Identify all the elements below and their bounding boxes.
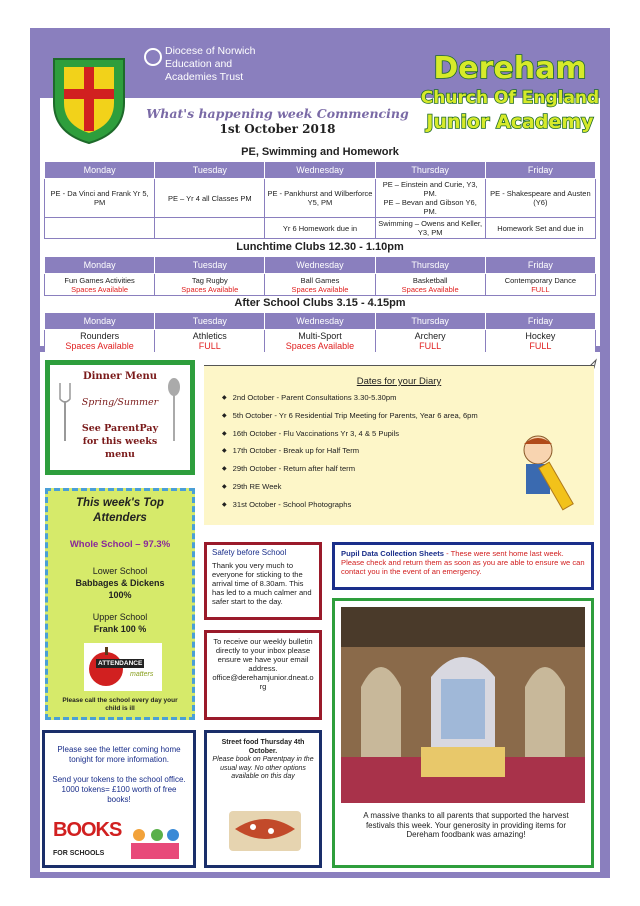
week-heading: What's happening week Commencing bbox=[146, 106, 409, 121]
lunch-day: Thursday bbox=[375, 257, 485, 274]
children-reading-icon bbox=[129, 827, 181, 861]
club-name: Fun Games Activities bbox=[64, 275, 135, 285]
lunch-cell bbox=[155, 274, 265, 296]
bulletin-box bbox=[204, 630, 322, 720]
attenders-title1: This week's Top bbox=[76, 497, 164, 509]
club-status: Spaces Available bbox=[181, 284, 239, 294]
dinner-title: Dinner Menu bbox=[82, 371, 158, 382]
club-status: FULL bbox=[198, 341, 221, 351]
dinner-line1: See ParentPay bbox=[81, 423, 159, 434]
school-crest-icon bbox=[50, 55, 128, 145]
pe-cell: Yr 6 Homework due in bbox=[265, 218, 375, 239]
school-name-logo bbox=[420, 48, 600, 138]
club-status: FULL bbox=[529, 341, 552, 351]
pe-day: Tuesday bbox=[155, 162, 265, 179]
books-logo-word: BOOKS bbox=[53, 819, 122, 841]
after-cell bbox=[45, 330, 155, 353]
school-name-line3: Junior Academy bbox=[426, 111, 594, 133]
safety-title: Safety before School bbox=[212, 548, 287, 557]
attenders-whole-school: Whole School – 97.3% bbox=[69, 539, 171, 550]
attendance-logo-word2: matters bbox=[130, 671, 154, 678]
club-name: Contemporary Dance bbox=[504, 275, 577, 285]
diocese-line3: Academies Trust bbox=[165, 71, 244, 83]
pe-cell: PE – Yr 4 all Classes PM bbox=[155, 179, 265, 218]
club-name: Hockey bbox=[525, 331, 556, 341]
pupil-text: - These were sent home last week. Please check and return them as soon as you are able to ensure we can contact you in the event of an emergency. bbox=[341, 549, 585, 576]
diocese-name bbox=[165, 45, 315, 93]
pe-cell: PE - Da Vinci and Frank Yr 5, PM bbox=[45, 179, 155, 218]
attenders-lower-names: Babbages & Dickens bbox=[75, 578, 165, 588]
diary-item: ◆ 29th RE Week bbox=[222, 479, 478, 497]
harvest-box bbox=[332, 598, 594, 868]
club-status: FULL bbox=[531, 284, 550, 294]
pe-day: Friday bbox=[485, 162, 595, 179]
after-cell bbox=[485, 330, 595, 353]
lunch-title: Lunchtime Clubs 12.30 - 1.10pm bbox=[236, 241, 404, 253]
pe-cell: PE - Pankhurst and Wilberforce Y5, PM bbox=[265, 179, 375, 218]
pe-day: Wednesday bbox=[265, 162, 375, 179]
club-name: Ball Games bbox=[300, 275, 340, 285]
club-name: Rounders bbox=[80, 331, 120, 341]
spoon-icon bbox=[166, 377, 182, 443]
dinner-season: Spring/Summer bbox=[81, 397, 159, 408]
pe-day: Thursday bbox=[375, 162, 485, 179]
pupil-data-box bbox=[332, 542, 594, 590]
diary-item: ◆ 29th October - Return after half term bbox=[222, 461, 478, 479]
pe-cell bbox=[155, 218, 265, 239]
attenders-lower-label: Lower School bbox=[92, 566, 148, 576]
pe-cell: PE - Shakespeare and Austen (Y6) bbox=[485, 179, 595, 218]
child-with-pencil-icon bbox=[510, 432, 580, 514]
after-day: Tuesday bbox=[155, 313, 265, 330]
pe-cell: Homework Set and due in bbox=[485, 218, 595, 239]
after-day: Friday bbox=[485, 313, 595, 330]
lunch-day: Wednesday bbox=[265, 257, 375, 274]
church-interior-photo bbox=[341, 607, 585, 803]
pe-title: PE, Swimming and Homework bbox=[241, 146, 399, 158]
bulletin-text: To receive our weekly bulletin directly to your inbox please ensure we have your email address. bbox=[213, 637, 313, 673]
street-line1: Street food Thursday 4th October. bbox=[221, 739, 305, 755]
lunch-table bbox=[44, 256, 596, 296]
books-for-schools-logo bbox=[53, 819, 185, 865]
attendance-logo-word1: ATTENDANCE bbox=[98, 660, 143, 667]
diary-title: Dates for your Diary bbox=[356, 376, 442, 387]
dinner-line3: menu bbox=[105, 449, 135, 460]
lunch-cell bbox=[45, 274, 155, 296]
club-status: FULL bbox=[419, 341, 442, 351]
club-status: Spaces Available bbox=[65, 341, 134, 351]
attenders-upper-label: Upper School bbox=[92, 612, 148, 622]
street-food-icon bbox=[227, 805, 303, 853]
club-status: Spaces Available bbox=[285, 341, 355, 351]
lunch-cell bbox=[485, 274, 595, 296]
diary-item: ◆ 31st October - School Photographs bbox=[222, 497, 478, 515]
safety-text: Thank you very much to everyone for sticking to the arrival time of 8.30am. This has led to a much calmer and safer start to the day. bbox=[212, 561, 312, 606]
attendance-matters-logo bbox=[84, 643, 162, 691]
club-name: Multi-Sport bbox=[298, 331, 342, 341]
harvest-text: A massive thanks to all parents that supported the harvest festivals this week. Your generosity in providing items for Dereham foodbank was amazing! bbox=[363, 811, 569, 839]
safety-box bbox=[204, 542, 322, 620]
books-logo-sub: FOR SCHOOLS bbox=[53, 850, 105, 857]
letter-text2: Send your tokens to the school office. 1000 tokens= £100 worth of free books! bbox=[52, 775, 186, 804]
lunch-day: Friday bbox=[485, 257, 595, 274]
diary-item: ◆ 5th October - Yr 6 Residential Trip Meeting for Parents, Year 6 area, 6pm bbox=[222, 408, 478, 426]
club-status: Spaces Available bbox=[71, 284, 129, 294]
club-status: Spaces Available bbox=[291, 284, 349, 294]
pe-day: Monday bbox=[45, 162, 155, 179]
school-name-line1: Dereham bbox=[433, 51, 587, 86]
after-cell bbox=[155, 330, 265, 353]
after-title: After School Clubs 3.15 - 4.15pm bbox=[234, 297, 406, 309]
after-cell bbox=[265, 330, 375, 353]
diocese-logo-icon bbox=[144, 48, 162, 66]
diary-item: ◆ 17th October - Break up for Half Term bbox=[222, 443, 478, 461]
club-name: Tag Rugby bbox=[191, 275, 228, 285]
street-line2: Please book on Parentpay in the usual way. No other options available on this day bbox=[212, 756, 314, 780]
diocese-line1: Diocese of Norwich bbox=[165, 45, 256, 57]
dinner-menu-box bbox=[45, 360, 195, 475]
attenders-lower-pct: 100% bbox=[108, 590, 132, 600]
after-day: Monday bbox=[45, 313, 155, 330]
pe-table bbox=[44, 161, 596, 239]
after-day: Thursday bbox=[375, 313, 485, 330]
top-attenders-box bbox=[45, 488, 195, 720]
school-name-line2: Church Of England bbox=[420, 88, 600, 108]
letter-text1: Please see the letter coming home tonight for more information. bbox=[57, 745, 181, 764]
club-name: Athletics bbox=[192, 331, 227, 341]
attenders-note: Please call the school every day your child is ill bbox=[62, 697, 178, 712]
club-status: Spaces Available bbox=[401, 284, 459, 294]
pe-cell: Swimming – Owens and Keller, Y3, PM bbox=[375, 218, 485, 239]
street-food-box bbox=[204, 730, 322, 868]
lunch-day: Tuesday bbox=[155, 257, 265, 274]
letter-box bbox=[42, 730, 196, 868]
diary-item: ◆ 2nd October - Parent Consultations 3.30-5.30pm bbox=[222, 390, 478, 408]
after-day: Wednesday bbox=[265, 313, 375, 330]
bulletin-email: office@derehamjunior.dneat.org bbox=[212, 673, 314, 691]
lunch-day: Monday bbox=[45, 257, 155, 274]
pe-cell: PE – Einstein and Curie, Y3, PM. PE – Bevan and Gibson Y6, PM. bbox=[375, 179, 485, 218]
attenders-upper-names: Frank 100 % bbox=[93, 624, 147, 634]
diary-list bbox=[222, 390, 478, 515]
after-cell bbox=[375, 330, 485, 353]
diocese-line2: Education and bbox=[165, 58, 233, 70]
pe-cell bbox=[45, 218, 155, 239]
diary-box bbox=[204, 365, 594, 525]
diary-item: ◆ 16th October - Flu Vaccinations Yr 3, 4 & 5 Pupils bbox=[222, 426, 478, 444]
club-name: Archery bbox=[414, 331, 446, 341]
after-table bbox=[44, 312, 596, 353]
attenders-title2: Attenders bbox=[93, 512, 147, 524]
lunch-cell bbox=[265, 274, 375, 296]
dinner-line2: for this weeks bbox=[82, 436, 158, 447]
week-date: 1st October 2018 bbox=[219, 122, 336, 136]
lunch-cell bbox=[375, 274, 485, 296]
pupil-title: Pupil Data Collection Sheets bbox=[341, 549, 444, 558]
fork-icon bbox=[58, 381, 72, 441]
club-name: Basketball bbox=[412, 275, 448, 285]
